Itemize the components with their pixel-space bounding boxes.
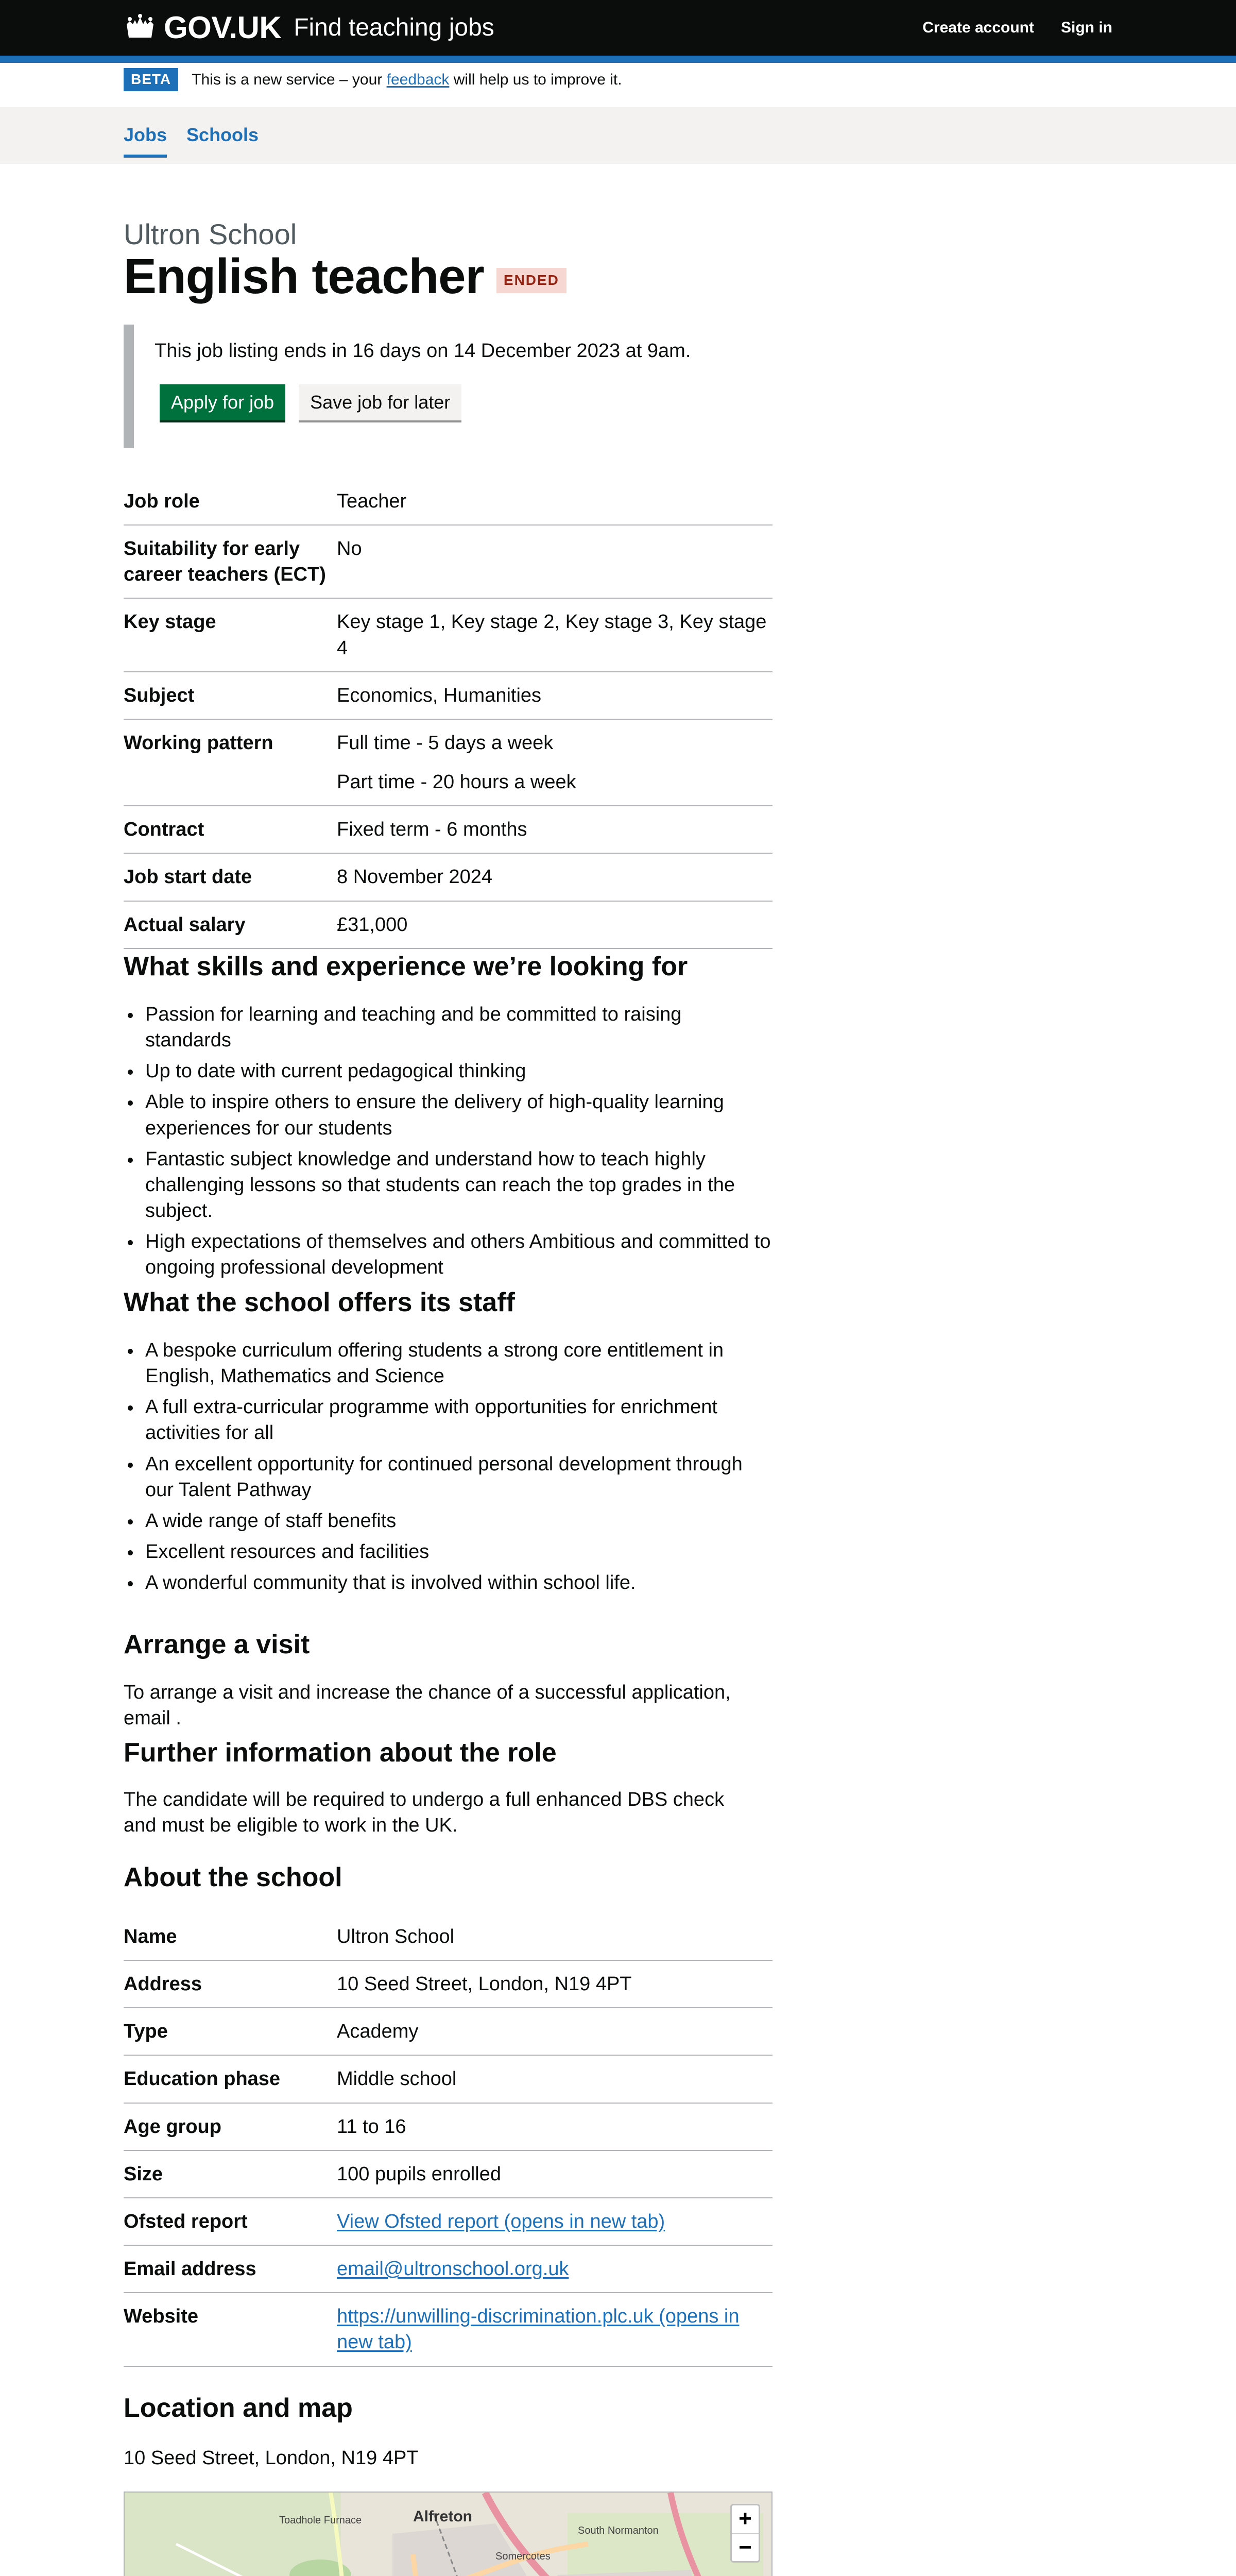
ended-tag: ENDED	[496, 268, 566, 293]
site-header	[0, 0, 1236, 56]
type-value: Academy	[337, 2021, 419, 2043]
type-key: Type	[124, 2021, 168, 2043]
offers-heading: What the school offers its staff	[124, 1287, 515, 1317]
list-item: Passion for learning and teaching and be committed to raising standards	[124, 1002, 772, 1053]
email-key: Email address	[124, 2258, 256, 2280]
map-tiles	[125, 2493, 772, 2576]
school-detail-row	[124, 2008, 772, 2056]
phase-text-before: This is a new service – your	[192, 71, 383, 88]
subnav-schools[interactable]: Schools	[186, 124, 259, 145]
job-detail-row	[124, 854, 772, 901]
ofsted-key: Ofsted report	[124, 2210, 248, 2232]
list-item: An excellent opportunity for continued personal development through our Talent Pathway	[124, 1451, 772, 1503]
location-map[interactable]	[124, 2492, 772, 2576]
crown-icon	[124, 14, 157, 42]
list-item: A full extra-curricular programme with opportunities for enrichment activities for all	[124, 1394, 772, 1446]
sign-in-link[interactable]: Sign in	[1061, 19, 1112, 37]
education-phase-value: Middle school	[337, 2068, 457, 2090]
deadline-text: This job listing ends in 16 days on 14 December 2023 at 9am.	[154, 340, 691, 362]
working-pattern-full-time: Full time - 5 days a week	[337, 732, 554, 754]
subject-key: Subject	[124, 684, 195, 706]
location-heading: Location and map	[124, 2393, 353, 2423]
header-nav	[922, 18, 1112, 38]
list-item: Excellent resources and facilities	[124, 1539, 772, 1565]
size-key: Size	[124, 2163, 163, 2185]
age-group-value: 11 to 16	[337, 2115, 406, 2138]
contract-value: Fixed term - 6 months	[337, 819, 527, 841]
visit-text: To arrange a visit and increase the chance of a successful application, email .	[124, 1682, 731, 1730]
school-detail-row	[124, 2198, 772, 2246]
govuk-logo-link[interactable]	[124, 7, 281, 48]
map-label-alfreton: Alfreton	[413, 2508, 472, 2525]
school-detail-row	[124, 1913, 772, 1961]
address-value: 10 Seed Street, London, N19 4PT	[337, 1973, 632, 1995]
website-key: Website	[124, 2306, 199, 2328]
school-email-link[interactable]: email@ultronschool.org.uk	[337, 2258, 569, 2280]
list-item: Fantastic subject knowledge and understand how to teach highly challenging lessons so that students can reach the top grades in the subject.	[124, 1146, 772, 1224]
list-item: High expectations of themselves and others Ambitious and committed to ongoing professional development	[124, 1229, 772, 1280]
working-pattern-key: Working pattern	[124, 732, 273, 754]
address-key: Address	[124, 1973, 202, 1995]
further-info-heading: Further information about the role	[124, 1738, 557, 1768]
ect-key: Suitability for early career teachers (ECT)	[124, 538, 326, 586]
age-group-key: Age group	[124, 2115, 221, 2138]
logo-text: GOV.UK	[164, 10, 282, 45]
map-label-somercotes: Somercotes	[495, 2551, 551, 2562]
job-detail-row	[124, 672, 772, 720]
school-website-link[interactable]: https://unwilling-discrimination.plc.uk (opens in new tab)	[337, 2306, 740, 2353]
skills-heading: What skills and experience we’re looking for	[124, 952, 688, 981]
service-name-link[interactable]: Find teaching jobs	[294, 14, 494, 42]
job-role-key: Job role	[124, 490, 200, 512]
working-pattern-part-time: Part time - 20 hours a week	[337, 771, 576, 793]
education-phase-key: Education phase	[124, 2068, 281, 2090]
job-detail-row	[124, 526, 772, 599]
school-detail-row	[124, 2104, 772, 2151]
school-caption: Ultron School	[124, 218, 297, 250]
school-detail-row	[124, 2056, 772, 2103]
start-date-value: 8 November 2024	[337, 866, 493, 888]
header-blue-bar	[0, 56, 1236, 63]
job-title: English teacher	[124, 249, 484, 304]
school-detail-row	[124, 2293, 772, 2366]
zoom-out-button[interactable]: −	[732, 2533, 759, 2561]
list-item: Able to inspire others to ensure the delivery of high-quality learning experiences for our students	[124, 1089, 772, 1141]
list-item: Up to date with current pedagogical thinking	[124, 1058, 772, 1084]
ofsted-report-link[interactable]: View Ofsted report (opens in new tab)	[337, 2210, 665, 2232]
deadline-inset	[124, 325, 772, 448]
apply-for-job-button[interactable]: Apply for job	[160, 384, 285, 420]
school-detail-row	[124, 2151, 772, 2198]
school-name-value: Ultron School	[337, 1926, 455, 1947]
location-address: 10 Seed Street, London, N19 4PT	[124, 2447, 419, 2469]
job-detail-row	[124, 806, 772, 854]
start-date-key: Job start date	[124, 866, 252, 888]
skills-list	[124, 1002, 772, 1286]
about-school-heading: About the school	[124, 1862, 342, 1892]
further-info-text: The candidate will be required to undergo a full enhanced DBS check and must be eligible to work in the UK.	[124, 1789, 725, 1837]
beta-tag: BETA	[124, 68, 178, 91]
school-details-list	[124, 1913, 772, 2367]
offers-list	[124, 1337, 772, 1601]
map-label-south-normanton: South Normanton	[578, 2525, 659, 2536]
create-account-link[interactable]: Create account	[922, 19, 1034, 37]
list-item: A wide range of staff benefits	[124, 1508, 772, 1534]
zoom-in-button[interactable]: +	[739, 2506, 752, 2531]
page-title	[124, 244, 566, 310]
job-details-list	[124, 478, 772, 949]
phase-text-after: will help us to improve it.	[453, 71, 622, 88]
salary-value: £31,000	[337, 913, 408, 936]
size-value: 100 pupils enrolled	[337, 2163, 502, 2185]
visit-heading: Arrange a visit	[124, 1630, 310, 1659]
job-detail-row	[124, 902, 772, 949]
job-detail-row	[124, 720, 772, 806]
key-stage-key: Key stage	[124, 611, 216, 633]
map-zoom-controls	[730, 2504, 760, 2563]
school-name-key: Name	[124, 1926, 177, 1947]
key-stage-value: Key stage 1, Key stage 2, Key stage 3, Key stage 4	[337, 611, 767, 659]
contract-key: Contract	[124, 819, 204, 841]
school-detail-row	[124, 1961, 772, 2008]
school-detail-row	[124, 2246, 772, 2293]
map-label-toadhole-furnace: Toadhole Furnace	[279, 2515, 362, 2526]
job-role-value: Teacher	[337, 490, 407, 512]
list-item: A wonderful community that is involved within school life.	[124, 1570, 772, 1596]
phase-banner	[124, 68, 622, 91]
subject-value: Economics, Humanities	[337, 684, 542, 706]
ect-value: No	[337, 538, 362, 560]
list-item: A bespoke curriculum offering students a strong core entitlement in English, Mathematics and Science	[124, 1337, 772, 1389]
subnav-jobs[interactable]: Jobs	[124, 123, 167, 158]
job-detail-row	[124, 599, 772, 672]
feedback-link[interactable]: feedback	[386, 71, 450, 88]
save-job-button[interactable]: Save job for later	[299, 384, 461, 420]
job-detail-row	[124, 478, 772, 526]
salary-key: Actual salary	[124, 913, 246, 936]
sub-navigation	[0, 107, 1236, 164]
